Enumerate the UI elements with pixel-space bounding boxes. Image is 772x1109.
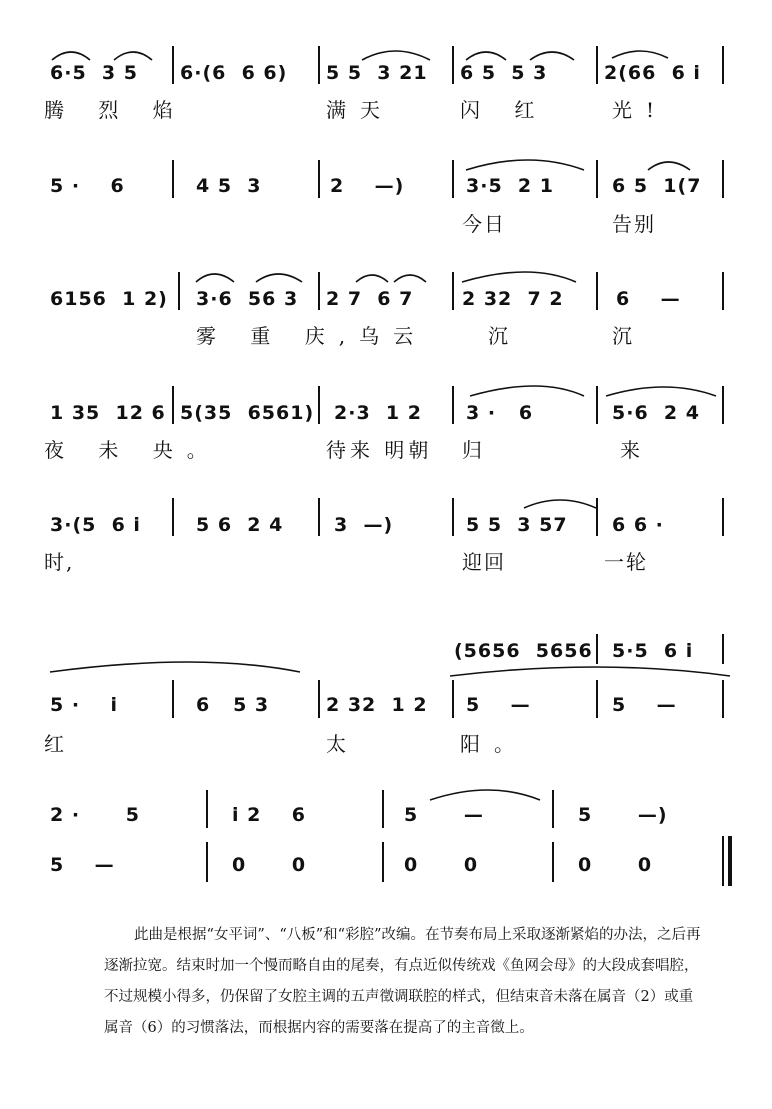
notation: 3·6 56 3 xyxy=(196,288,299,310)
lyric: 闪 红 xyxy=(460,98,549,122)
notation: 6·(6 6 6) xyxy=(180,62,288,84)
notation: 5·5 6 i xyxy=(612,640,694,662)
lyric: 归 xyxy=(462,438,496,462)
lyric: 雾 重 庆,乌云 xyxy=(196,324,428,348)
lyric: 待来 明朝 xyxy=(326,438,433,462)
lyric: 沉 xyxy=(488,324,522,348)
notation: 6·5 3 5 xyxy=(50,62,138,84)
notation: 2 32 7 2 xyxy=(462,288,564,310)
notation: i 2 6 xyxy=(232,804,307,826)
notation: 6 6 · xyxy=(612,514,664,536)
notation: 6 — xyxy=(616,288,681,310)
notation: 0 0 xyxy=(232,854,307,876)
lyric: 红 xyxy=(44,732,78,756)
commentary-paragraph: 此曲是根据“女平词”、“八板”和“彩腔”改编。在节奏布局上采取逐渐紧焰的办法，之后再逐渐拉宽。结束时加一个慢而略自由的尾奏，有点近似传统戏《鱼网会母》的大段成套唱腔，不过规模小得多，仍保留了女腔主调的五声徵调联腔的样式，但结束音未落在属音（2）或重属音（6）的习惯落法，而根据内容的需要落在提高了的主音徵上。 xyxy=(104,927,701,1036)
notation: 0 0 xyxy=(404,854,479,876)
notation: 0 0 xyxy=(578,854,653,876)
lyric: 告别 xyxy=(612,212,656,236)
notation: 3 · 6 xyxy=(466,402,534,424)
lyric: 沉 xyxy=(612,324,646,348)
notation: 3·(5 6 i xyxy=(50,514,141,536)
notation: 5 6 2 4 xyxy=(196,514,284,536)
lyric: 太 xyxy=(326,732,360,756)
notation: 2 —) xyxy=(330,175,405,197)
notation: 5·6 2 4 xyxy=(612,402,700,424)
lyric: 满天 xyxy=(326,98,394,122)
notation: 5 — xyxy=(50,854,115,876)
notation: 5 —) xyxy=(578,804,668,826)
notation: 6156 1 2) xyxy=(50,288,168,310)
lyric: 今日 xyxy=(462,212,506,236)
notation: 2(66 6 i xyxy=(604,62,701,84)
notation: 6 5 1(7 xyxy=(612,175,702,197)
lyric: 一轮 xyxy=(604,550,648,574)
notation: 3 —) xyxy=(334,514,394,536)
notation: 2 · 5 xyxy=(50,804,140,826)
lyric: 迎回 xyxy=(462,550,506,574)
notation: (5656 5656 xyxy=(454,640,593,662)
notation: 5(35 6561) xyxy=(180,402,315,424)
notation: 5 · 6 xyxy=(50,175,125,197)
notation: 5 — xyxy=(404,804,484,826)
notation: 5 5 3 57 xyxy=(466,514,568,536)
notation: 4 5 3 xyxy=(196,175,262,197)
notation: 2 7 6 7 xyxy=(326,288,414,310)
notation: 5 — xyxy=(612,694,677,716)
lyric: 时, xyxy=(44,550,75,574)
notation: 3·5 2 1 xyxy=(466,175,554,197)
notation: 5 · i xyxy=(50,694,119,716)
lyric: 夜 未 央。 xyxy=(44,438,221,462)
notation: 1 35 12 6 xyxy=(50,402,166,424)
notation: 6 5 3 xyxy=(196,694,270,716)
lyric: 阳。 xyxy=(460,732,528,756)
lyric: 光! xyxy=(612,98,669,122)
lyric: 腾 烈 焰 xyxy=(44,98,187,122)
notation: 2·3 1 2 xyxy=(334,402,422,424)
notation: 6 5 5 3 xyxy=(460,62,548,84)
notation: 2 32 1 2 xyxy=(326,694,428,716)
lyric: 来 xyxy=(620,438,654,462)
notation: 5 5 3 21 xyxy=(326,62,428,84)
notation: 5 — xyxy=(466,694,531,716)
